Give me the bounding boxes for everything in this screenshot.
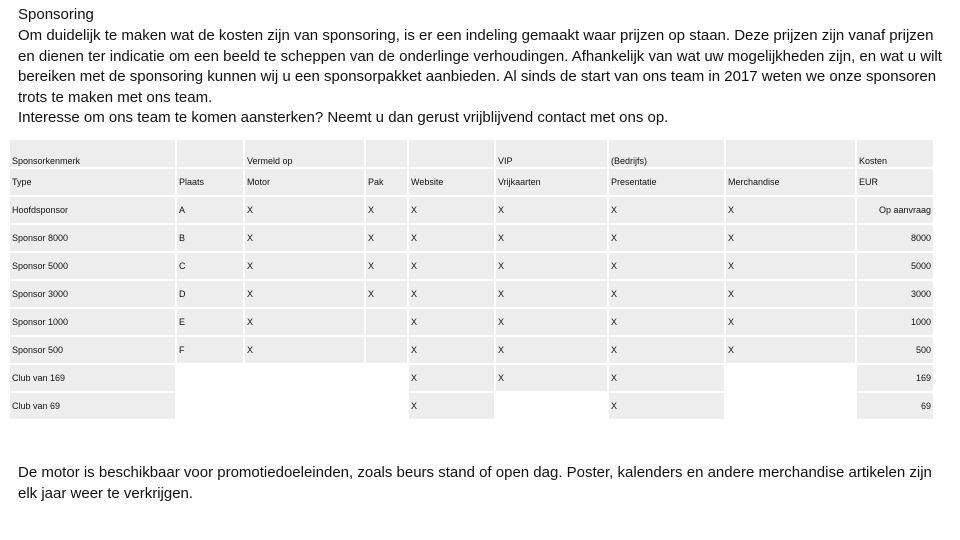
table-cell: Pak: [366, 169, 407, 195]
table-row: [10, 365, 933, 391]
table-cell: X: [245, 253, 364, 279]
table-cell: [366, 393, 407, 419]
intro-contact-line: Interesse om ons team te komen aansterken? Neemt u dan gerust vrijblijvend contact met ons op.: [18, 109, 669, 127]
intro-paragraph: Om duidelijk te maken wat de kosten zijn van sponsoring, is er een indeling gemaakt waar prijzen op staan. Deze prijzen zijn vanaf prijzen en dienen ter indicatie om een beeld te scheppen van de onderlinge verhoudingen. Afhankelijk van wat uw mogelijkheden zijn, en wat u wilt bereiken met de sponsoring kunnen wij u een sponsorpakket aanbieden. Al sinds de start van ons team in 2017 weten we onze sponsoren trots te maken met ons team.: [18, 27, 942, 106]
table-cell: 500: [857, 337, 933, 363]
table-cell: Presentatie: [609, 169, 724, 195]
table-cell: Vermeld op: [245, 140, 364, 167]
table-header-row: [10, 140, 933, 167]
table-cell: Kosten: [857, 140, 933, 167]
table-cell: Vrijkaarten: [496, 169, 607, 195]
table-cell: X: [245, 197, 364, 223]
table-row: [10, 393, 933, 419]
table-cell: 8000: [857, 225, 933, 251]
table-cell: [177, 365, 243, 391]
table-cell: X: [409, 309, 494, 335]
table-cell: X: [366, 253, 407, 279]
table-cell: Plaats: [177, 169, 243, 195]
table-cell: X: [409, 365, 494, 391]
table-cell: X: [726, 281, 855, 307]
table-cell: X: [366, 281, 407, 307]
table-cell: (Bedrijfs): [609, 140, 724, 167]
table-cell: C: [177, 253, 243, 279]
table-cell: X: [409, 393, 494, 419]
table-cell: X: [496, 337, 607, 363]
table-cell: Sponsor 1000: [10, 309, 175, 335]
table-header-row: [10, 169, 933, 195]
table-cell: [245, 393, 364, 419]
table-cell: [496, 393, 607, 419]
table-cell: X: [609, 365, 724, 391]
table-cell: Hoofdsponsor: [10, 197, 175, 223]
sponsor-table: [8, 138, 935, 421]
table-cell: X: [496, 281, 607, 307]
table-cell: X: [409, 225, 494, 251]
table-cell: Sponsor 5000: [10, 253, 175, 279]
table-cell: [245, 365, 364, 391]
table-cell: D: [177, 281, 243, 307]
table-cell: X: [726, 225, 855, 251]
table-cell: [177, 140, 243, 167]
table-row: [10, 197, 933, 223]
table-cell: X: [409, 197, 494, 223]
table-cell: 5000: [857, 253, 933, 279]
table-cell: X: [245, 337, 364, 363]
table-cell: F: [177, 337, 243, 363]
table-cell: [366, 365, 407, 391]
table-cell: Club van 169: [10, 365, 175, 391]
table-cell: Merchandise: [726, 169, 855, 195]
table-cell: X: [245, 225, 364, 251]
table-cell: Type: [10, 169, 175, 195]
table-cell: X: [409, 337, 494, 363]
table-cell: 169: [857, 365, 933, 391]
table-cell: X: [726, 253, 855, 279]
table-cell: X: [496, 365, 607, 391]
table-row: [10, 225, 933, 251]
table-cell: X: [609, 197, 724, 223]
table-cell: X: [609, 337, 724, 363]
table-cell: Sponsor 500: [10, 337, 175, 363]
table-cell: X: [409, 281, 494, 307]
table-cell: X: [609, 281, 724, 307]
table-cell: B: [177, 225, 243, 251]
table-cell: [366, 309, 407, 335]
table-cell: 69: [857, 393, 933, 419]
table-cell: X: [409, 253, 494, 279]
table-cell: X: [366, 197, 407, 223]
table-cell: A: [177, 197, 243, 223]
table-cell: Motor: [245, 169, 364, 195]
table-row: [10, 253, 933, 279]
table-cell: Sponsorkenmerk: [10, 140, 175, 167]
table-cell: [366, 337, 407, 363]
table-cell: X: [609, 309, 724, 335]
table-cell: X: [726, 197, 855, 223]
table-cell: Website: [409, 169, 494, 195]
table-cell: 1000: [857, 309, 933, 335]
table-row: [10, 337, 933, 363]
table-cell: EUR: [857, 169, 933, 195]
table-cell: [409, 140, 494, 167]
table-cell: X: [609, 225, 724, 251]
table-cell: E: [177, 309, 243, 335]
table-cell: X: [366, 225, 407, 251]
table-cell: Club van 69: [10, 393, 175, 419]
table-cell: [726, 393, 855, 419]
table-cell: Sponsor 3000: [10, 281, 175, 307]
table-cell: X: [496, 253, 607, 279]
intro-text: [18, 26, 948, 129]
table-cell: [726, 365, 855, 391]
table-cell: Sponsor 8000: [10, 225, 175, 251]
table-cell: X: [496, 309, 607, 335]
table-cell: [366, 140, 407, 167]
table-cell: X: [609, 253, 724, 279]
table-cell: X: [726, 309, 855, 335]
table-cell: 3000: [857, 281, 933, 307]
table-row: [10, 281, 933, 307]
table-cell: X: [245, 281, 364, 307]
table-cell: X: [726, 337, 855, 363]
table-cell: Op aanvraag: [857, 197, 933, 223]
table-cell: [726, 140, 855, 167]
table-cell: X: [496, 197, 607, 223]
table-cell: X: [245, 309, 364, 335]
table-row: [10, 309, 933, 335]
table-cell: X: [609, 393, 724, 419]
table-cell: X: [496, 225, 607, 251]
footer-note: De motor is beschikbaar voor promotiedoeleinden, zoals beurs stand of open dag. Poster, kalenders en andere merchandise artikelen zijn elk jaar weer te verkrijgen.: [18, 464, 932, 502]
page-title: Sponsoring: [18, 6, 94, 23]
table-cell: VIP: [496, 140, 607, 167]
table-cell: [177, 393, 243, 419]
